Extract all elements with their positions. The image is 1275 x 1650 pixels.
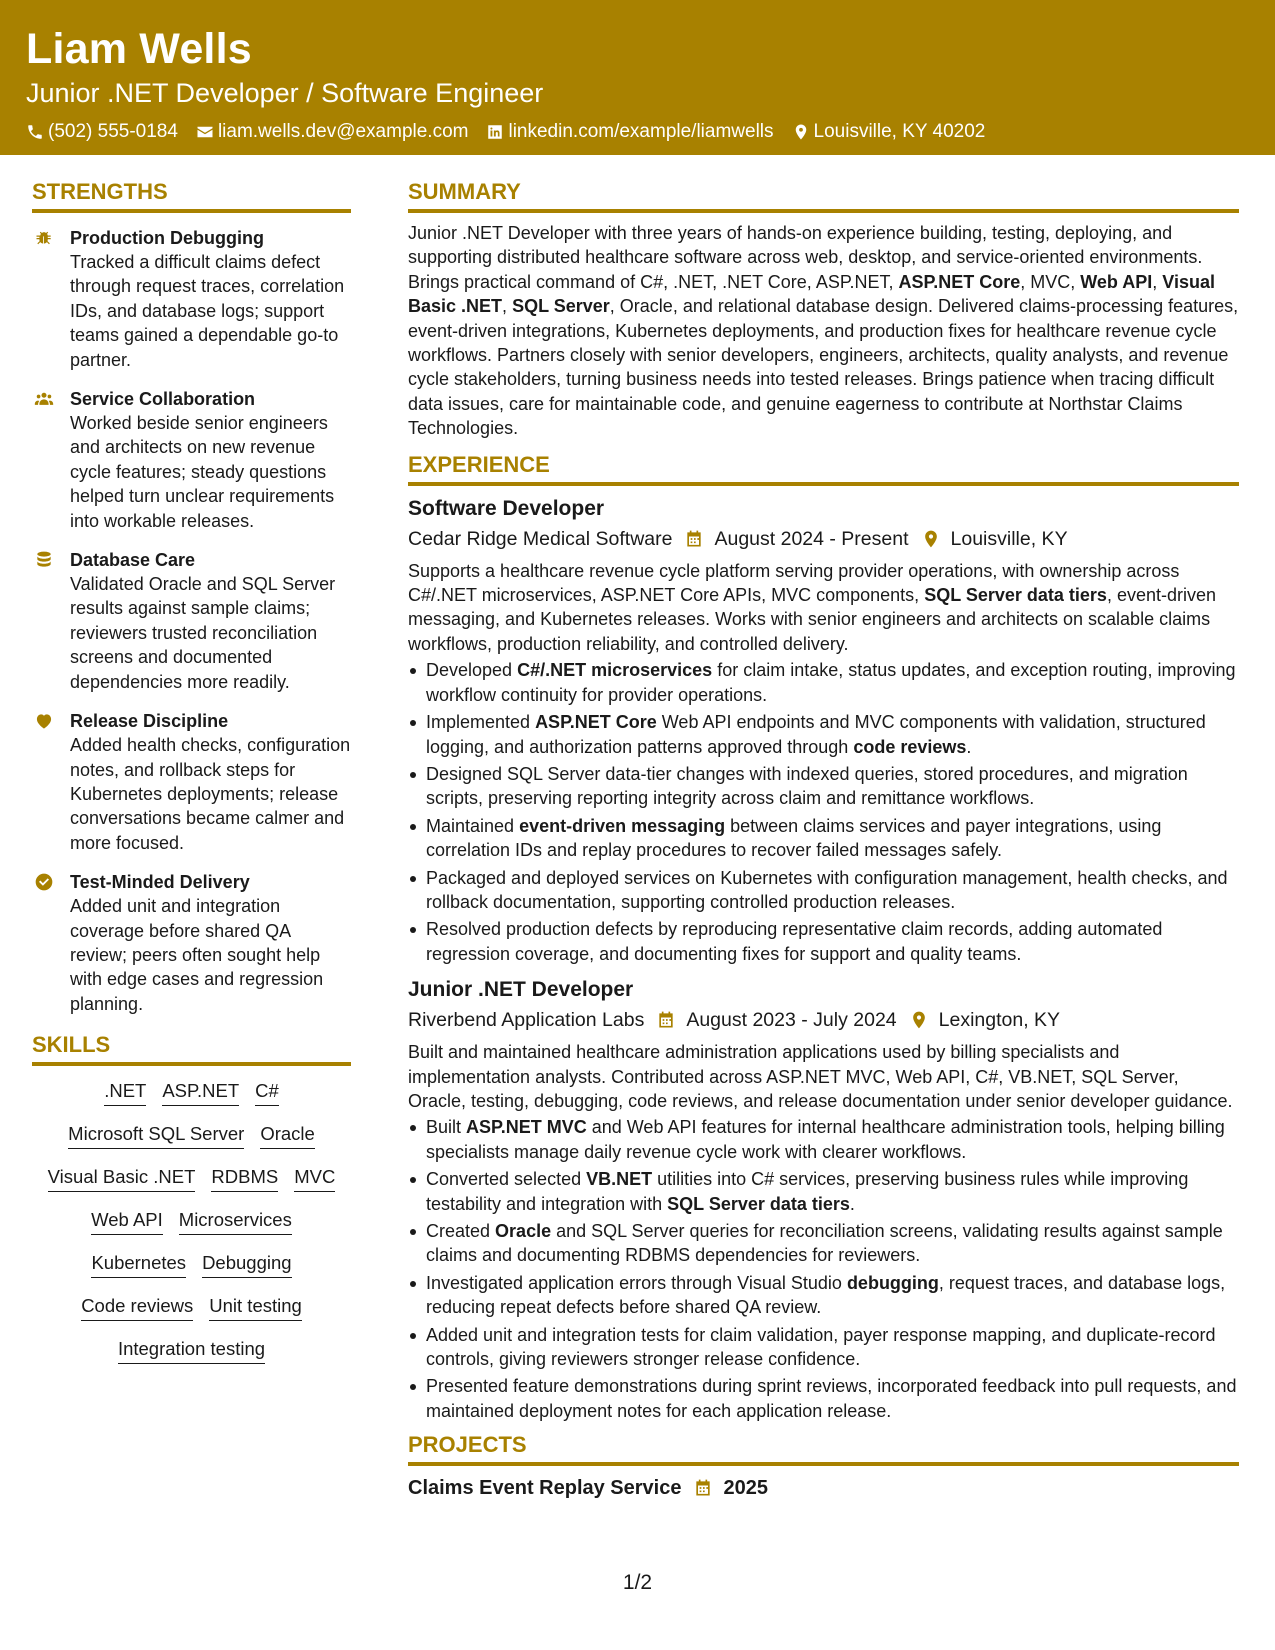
location-pin-icon bbox=[921, 529, 941, 549]
contact-email[interactable] bbox=[196, 120, 469, 144]
text-segment: and Web API features for internal healthcare administration tools, helping billing specialists manage daily revenue cycle work with clearer workflows. bbox=[426, 1117, 1225, 1162]
job-bullet bbox=[408, 1323, 1239, 1372]
strength-description: Validated Oracle and SQL Server results against sample claims; reviewers trusted reconciliation screens and documented dependencies more readily. bbox=[70, 574, 336, 692]
job-description bbox=[408, 559, 1239, 657]
database-icon bbox=[34, 550, 54, 570]
skills-list bbox=[32, 1078, 351, 1364]
skill-row bbox=[32, 1207, 351, 1235]
contact-bar bbox=[26, 120, 1249, 144]
contact-email-text: liam.wells.dev@example.com bbox=[217, 121, 469, 142]
skill-tag: Microservices bbox=[179, 1207, 292, 1235]
bold-text: C#/.NET microservices bbox=[517, 660, 713, 681]
text-segment: between claims services and payer integrations, using correlation IDs and replay procedures to recover failed messages safely. bbox=[426, 815, 1162, 861]
skill-tag: RDBMS bbox=[211, 1164, 278, 1192]
bold-text: Web API bbox=[1080, 271, 1153, 292]
skill-row bbox=[32, 1121, 351, 1149]
job-bullet bbox=[408, 917, 1239, 966]
linkedin-icon bbox=[486, 123, 504, 141]
text-segment: Supports a healthcare revenue cycle platform serving provider operations, with ownership across C#/.NET microservices, ASP.NET Core APIs, MVC components, bbox=[408, 560, 1180, 606]
text-segment: Built bbox=[426, 1117, 467, 1138]
text-segment: , event-driven messaging, and Kubernetes releases. Works with senior engineers and architects on scalable claims workflows, production reliability, and controlled delivery. bbox=[408, 585, 1217, 654]
text-segment: . bbox=[966, 736, 972, 757]
bold-text: Visual Basic .NET bbox=[408, 271, 1215, 317]
strength-item bbox=[32, 387, 351, 533]
strength-item bbox=[32, 226, 351, 372]
text-segment: , bbox=[502, 296, 513, 317]
strength-name: Database Care bbox=[70, 550, 196, 571]
users-icon bbox=[34, 389, 54, 409]
job-bullets bbox=[408, 1115, 1239, 1423]
text-segment: Created bbox=[426, 1221, 496, 1241]
contact-linkedin-text: linkedin.com/example/liamwells bbox=[508, 121, 774, 142]
skill-row bbox=[32, 1164, 351, 1192]
strength-name: Release Discipline bbox=[70, 711, 229, 732]
job-bullet bbox=[408, 1374, 1239, 1423]
strength-description: Added unit and integration coverage before shared QA review; peers often sought help with edge cases and regression planning. bbox=[70, 896, 324, 1014]
strength-name: Production Debugging bbox=[70, 228, 264, 248]
heart-icon bbox=[34, 711, 54, 731]
contact-phone[interactable] bbox=[26, 120, 178, 144]
skill-tag: Visual Basic .NET bbox=[48, 1164, 196, 1192]
strength-item bbox=[32, 709, 351, 855]
skill-tag: Web API bbox=[91, 1207, 163, 1235]
strength-description: Worked beside senior engineers and architects on new revenue cycle features; steady questions helped turn unclear requirements into workable releases. bbox=[70, 413, 335, 531]
job-company: Cedar Ridge Medical Software bbox=[408, 527, 673, 550]
job-dates: August 2024 - Present bbox=[714, 527, 909, 550]
text-segment: Junior .NET Developer with three years of hands-on experience building, testing, deploying, and supporting distributed healthcare software across web, desktop, and service-oriented environments. Brings practical command of C#, .NET, .NET Core, ASP.NET, bbox=[408, 223, 1203, 292]
text-segment: Developed bbox=[426, 660, 518, 681]
job-bullet bbox=[408, 658, 1239, 707]
project-entry bbox=[408, 1474, 1239, 1502]
skill-row bbox=[32, 1250, 351, 1278]
phone-icon bbox=[26, 123, 44, 141]
job-dates: August 2023 - July 2024 bbox=[686, 1009, 897, 1032]
strength-description: Added health checks, configuration notes, and rollback steps for Kubernetes deployments; release conversations became calmer and more focused. bbox=[70, 735, 351, 853]
contact-phone-text: (502) 555-0184 bbox=[48, 121, 178, 142]
job-meta bbox=[408, 525, 1239, 553]
strength-name: Service Collaboration bbox=[70, 389, 256, 410]
skill-tag: MVC bbox=[294, 1164, 335, 1192]
bold-text: ASP.NET Core bbox=[535, 712, 657, 733]
job-bullets bbox=[408, 658, 1239, 966]
text-segment: and SQL Server queries for reconciliation screens, validating results against sample claims and documenting RDBMS dependencies for reviewers. bbox=[426, 1221, 1223, 1266]
strengths-heading: STRENGTHS bbox=[32, 178, 351, 213]
skill-tag: Oracle bbox=[260, 1121, 315, 1149]
text-segment: , MVC, bbox=[1020, 271, 1081, 292]
text-segment: Investigated application errors through Visual Studio bbox=[426, 1272, 847, 1293]
calendar-icon bbox=[656, 1010, 676, 1030]
right-column bbox=[408, 178, 1239, 1502]
envelope-icon bbox=[196, 123, 214, 141]
job-bullet bbox=[408, 710, 1239, 759]
calendar-icon bbox=[693, 1478, 713, 1498]
summary-heading: SUMMARY bbox=[408, 178, 1239, 213]
bold-text: event-driven messaging bbox=[519, 815, 726, 836]
location-pin-icon bbox=[909, 1010, 929, 1030]
text-segment: . bbox=[849, 1193, 855, 1214]
job-title: Software Developer bbox=[408, 496, 605, 520]
job-bullet bbox=[408, 762, 1239, 811]
job-title: Junior .NET Developer bbox=[408, 978, 634, 1002]
skill-tag: Integration testing bbox=[118, 1336, 265, 1364]
bug-icon bbox=[34, 228, 54, 248]
text-segment: Built and maintained healthcare administration applications used by billing specialists and implementation analysts. Contributed across ASP.NET MVC, Web API, C#, VB.NET, SQL Server, Oracle, testing, debugging, code reviews, and release documentation under senior developer guidance. bbox=[408, 1042, 1233, 1111]
text-segment: , bbox=[1152, 271, 1163, 292]
text-segment: , request traces, and database logs, reducing repeat defects before shared QA review. bbox=[426, 1272, 1226, 1318]
skill-row bbox=[32, 1293, 351, 1321]
strength-name: Test-Minded Delivery bbox=[70, 872, 250, 893]
job-description bbox=[408, 1040, 1239, 1113]
text-segment: utilities into C# services, preserving business rules while improving testability and integration with bbox=[426, 1169, 1189, 1214]
contact-linkedin[interactable] bbox=[486, 120, 773, 144]
strength-description: Tracked a difficult claims defect through request traces, correlation IDs, and database logs; support teams gained a dependable go-to partner. bbox=[70, 252, 345, 370]
job-bullet bbox=[408, 1271, 1239, 1320]
project-year: 2025 bbox=[723, 1477, 768, 1500]
bold-text: debugging bbox=[846, 1272, 939, 1293]
bold-text: Oracle bbox=[495, 1221, 552, 1241]
skill-tag: Microsoft SQL Server bbox=[68, 1121, 244, 1149]
bold-text: code reviews bbox=[853, 736, 967, 757]
job-bullet bbox=[408, 866, 1239, 915]
skill-tag: .NET bbox=[104, 1078, 146, 1106]
skill-tag: Debugging bbox=[202, 1250, 292, 1278]
candidate-name: Liam Wells bbox=[26, 25, 252, 73]
location-pin-icon bbox=[792, 123, 810, 141]
resume-header bbox=[0, 0, 1275, 155]
job-location: Lexington, KY bbox=[938, 1009, 1061, 1032]
projects-heading: PROJECTS bbox=[408, 1431, 1239, 1466]
skill-row bbox=[32, 1336, 351, 1364]
job-meta bbox=[408, 1006, 1239, 1034]
strength-item bbox=[32, 870, 351, 1016]
text-segment: for claim intake, status updates, and exception routing, improving workflow continuity for provider operations. bbox=[426, 660, 1236, 705]
summary-text bbox=[408, 221, 1239, 441]
candidate-title: Junior .NET Developer / Software Engineer bbox=[26, 78, 544, 108]
skill-row bbox=[32, 1078, 351, 1106]
text-segment: , Oracle, and relational database design. Delivered claims-processing features, event-driven integrations, Kubernetes deployments, and production fixes for healthcare revenue cycle workflows. Partners closely with senior developers, engineers, architects, quality analysts, and revenue cycle stakeholders, turning business needs into tested releases. Brings patience when tracing difficult data issues, care for maintainable code, and genuine eagerness to contribute at Northstar Claims Technologies. bbox=[408, 296, 1239, 439]
job-entry bbox=[408, 976, 1239, 1423]
text-segment: Added unit and integration tests for claim validation, payer response mapping, and duplicate-record controls, giving reviewers stronger release confidence. bbox=[426, 1324, 1216, 1370]
bold-text: SQL Server bbox=[512, 296, 610, 317]
bold-text: SQL Server data tiers bbox=[924, 585, 1107, 606]
job-bullet bbox=[408, 1115, 1239, 1164]
job-bullet bbox=[408, 1219, 1239, 1268]
text-segment: Designed SQL Server data-tier changes with indexed queries, stored procedures, and migration scripts, preserving reporting integrity across claim and remittance workflows. bbox=[426, 763, 1188, 809]
strengths-list bbox=[32, 226, 351, 1016]
bold-text: ASP.NET Core bbox=[898, 271, 1021, 292]
skills-heading: SKILLS bbox=[32, 1031, 351, 1066]
bold-text: ASP.NET MVC bbox=[466, 1117, 587, 1138]
text-segment: Converted selected bbox=[426, 1169, 587, 1190]
job-entry bbox=[408, 495, 1239, 967]
skill-tag: ASP.NET bbox=[162, 1078, 239, 1106]
contact-location-text: Louisville, KY 40202 bbox=[813, 121, 986, 142]
calendar-icon bbox=[684, 529, 704, 549]
skill-tag: Kubernetes bbox=[91, 1250, 186, 1278]
job-bullet bbox=[408, 1167, 1239, 1216]
check-circle-icon bbox=[34, 872, 54, 892]
text-segment: Presented feature demonstrations during sprint reviews, incorporated feedback into pull requests, and maintained deployment notes for each application release. bbox=[426, 1376, 1237, 1421]
project-name: Claims Event Replay Service bbox=[408, 1477, 682, 1500]
text-segment: Implemented bbox=[426, 712, 536, 733]
text-segment: Packaged and deployed services on Kubernetes with configuration management, health checks, and rollback documentation, supporting controlled production releases. bbox=[426, 867, 1228, 912]
page-number: 1/2 bbox=[622, 1571, 653, 1594]
job-location: Louisville, KY bbox=[950, 527, 1068, 550]
skill-tag: Unit testing bbox=[209, 1293, 302, 1321]
skill-tag: C# bbox=[255, 1078, 279, 1106]
contact-location bbox=[792, 120, 986, 144]
bold-text: SQL Server data tiers bbox=[667, 1193, 850, 1214]
text-segment: Maintained bbox=[426, 815, 520, 836]
bold-text: VB.NET bbox=[586, 1169, 653, 1190]
left-column bbox=[32, 178, 351, 1379]
experience-heading: EXPERIENCE bbox=[408, 451, 1239, 486]
strength-item bbox=[32, 548, 351, 694]
job-bullet bbox=[408, 814, 1239, 863]
skill-tag: Code reviews bbox=[81, 1293, 193, 1321]
text-segment: Resolved production defects by reproducing representative claim records, adding automated regression coverage, and documenting fixes for support and quality teams. bbox=[426, 919, 1163, 964]
job-company: Riverbend Application Labs bbox=[408, 1009, 645, 1032]
text-segment: Web API endpoints and MVC components with validation, structured logging, and authorization patterns approved through bbox=[426, 712, 1206, 757]
